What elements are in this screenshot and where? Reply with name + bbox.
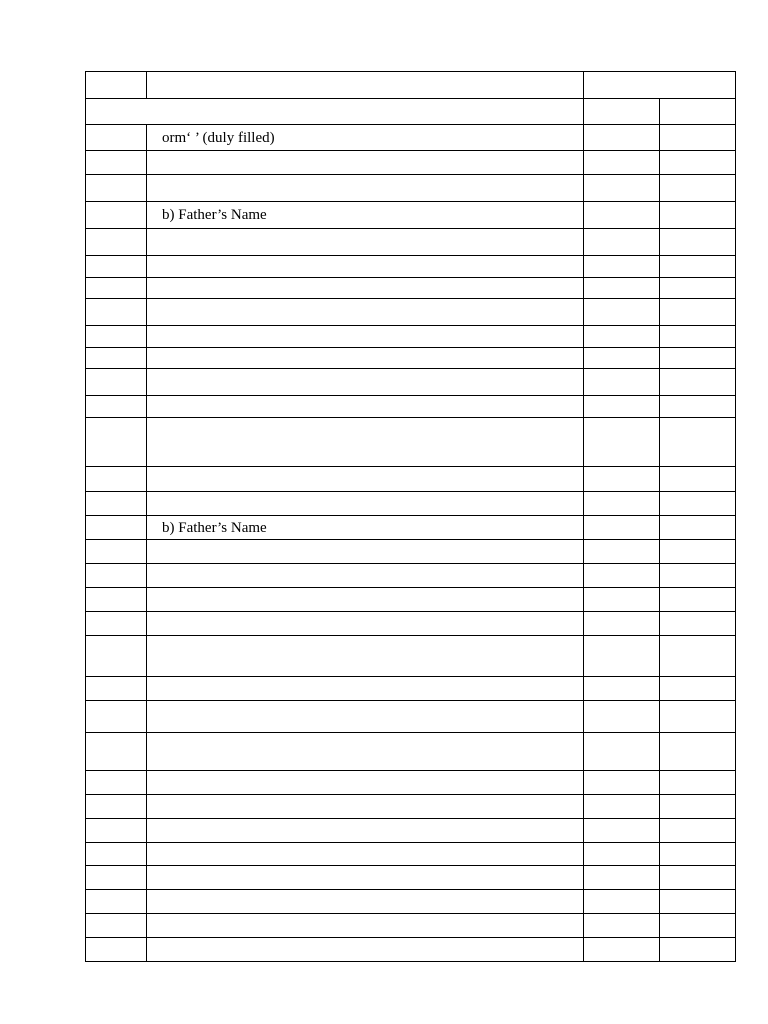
- yes-cell[interactable]: [584, 348, 660, 369]
- table-row: [86, 202, 736, 229]
- desc-cell[interactable]: [147, 588, 584, 612]
- desc-cell[interactable]: [147, 914, 584, 938]
- sno-cell: [86, 396, 147, 418]
- yes-cell[interactable]: [584, 914, 660, 938]
- yes-cell[interactable]: [584, 151, 660, 175]
- desc-cell[interactable]: [147, 866, 584, 890]
- no-cell[interactable]: [660, 467, 736, 492]
- yes-cell[interactable]: [584, 771, 660, 795]
- table-row: [86, 299, 736, 326]
- yes-cell[interactable]: [584, 418, 660, 467]
- yes-cell[interactable]: [584, 326, 660, 348]
- table-row: [86, 938, 736, 962]
- sno-cell: [86, 938, 147, 962]
- sno-cell: [86, 418, 147, 467]
- desc-cell[interactable]: [147, 677, 584, 701]
- sno-cell: [86, 866, 147, 890]
- table-row: [86, 890, 736, 914]
- yes-cell[interactable]: [584, 677, 660, 701]
- no-cell[interactable]: [660, 278, 736, 299]
- no-cell[interactable]: [660, 914, 736, 938]
- sno-cell: [86, 890, 147, 914]
- sno-cell: [86, 256, 147, 278]
- yes-cell[interactable]: [584, 516, 660, 540]
- no-cell[interactable]: [660, 299, 736, 326]
- no-cell[interactable]: [660, 540, 736, 564]
- no-cell[interactable]: [660, 229, 736, 256]
- sno-cell: [86, 326, 147, 348]
- desc-cell[interactable]: [147, 612, 584, 636]
- table-row: [86, 492, 736, 516]
- sno-cell: [86, 229, 147, 256]
- desc-cell[interactable]: [147, 256, 584, 278]
- no-cell[interactable]: [660, 326, 736, 348]
- no-cell[interactable]: [660, 701, 736, 733]
- no-cell[interactable]: [660, 175, 736, 202]
- table-row: [86, 418, 736, 467]
- sno-cell: [86, 467, 147, 492]
- yes-cell[interactable]: [584, 612, 660, 636]
- table-row: [86, 151, 736, 175]
- no-cell[interactable]: [660, 588, 736, 612]
- sno-cell: [86, 151, 147, 175]
- desc-cell[interactable]: [147, 278, 584, 299]
- sno-cell: [86, 369, 147, 396]
- table-row: [86, 819, 736, 843]
- desc-cell[interactable]: [147, 516, 584, 540]
- sno-cell: [86, 516, 147, 540]
- desc-cell[interactable]: [147, 733, 584, 771]
- table-row: [86, 564, 736, 588]
- table-row: [86, 795, 736, 819]
- sno-cell: [86, 202, 147, 229]
- desc-cell[interactable]: [147, 771, 584, 795]
- yes-cell[interactable]: [584, 175, 660, 202]
- yes-cell[interactable]: [584, 866, 660, 890]
- desc-cell[interactable]: [147, 348, 584, 369]
- table-row: [86, 369, 736, 396]
- no-cell[interactable]: [660, 795, 736, 819]
- sno-cell: [86, 540, 147, 564]
- yes-cell[interactable]: [584, 396, 660, 418]
- yes-cell[interactable]: [584, 588, 660, 612]
- yes-cell[interactable]: [584, 256, 660, 278]
- no-cell[interactable]: [660, 938, 736, 962]
- sno-cell: [86, 795, 147, 819]
- no-cell[interactable]: [660, 418, 736, 467]
- desc-cell[interactable]: [147, 326, 584, 348]
- no-cell[interactable]: [660, 771, 736, 795]
- yes-cell[interactable]: [584, 369, 660, 396]
- table-row: [86, 771, 736, 795]
- desc-cell[interactable]: [147, 795, 584, 819]
- desc-cell[interactable]: [147, 151, 584, 175]
- remarks-header-cell: [584, 72, 736, 99]
- yes-cell[interactable]: [584, 492, 660, 516]
- yes-cell[interactable]: [584, 278, 660, 299]
- table-row: [86, 701, 736, 733]
- yes-cell[interactable]: [584, 202, 660, 229]
- table-row: [86, 866, 736, 890]
- yes-cell[interactable]: [584, 229, 660, 256]
- no-cell[interactable]: [660, 866, 736, 890]
- yes-cell[interactable]: [584, 938, 660, 962]
- table-row: [86, 540, 736, 564]
- no-cell[interactable]: [660, 348, 736, 369]
- desc-cell[interactable]: [147, 175, 584, 202]
- table-row: [86, 516, 736, 540]
- table-row: [86, 843, 736, 866]
- desc-cell[interactable]: [147, 299, 584, 326]
- yes-cell[interactable]: [584, 540, 660, 564]
- form-table: [85, 71, 736, 962]
- desc-cell[interactable]: [147, 418, 584, 467]
- sno-cell: [86, 914, 147, 938]
- sno-cell: [86, 278, 147, 299]
- desc-cell[interactable]: [147, 819, 584, 843]
- yes-cell[interactable]: [584, 890, 660, 914]
- no-cell[interactable]: [660, 396, 736, 418]
- header-row-1: [86, 72, 736, 99]
- sno-cell: [86, 819, 147, 843]
- no-cell[interactable]: [660, 516, 736, 540]
- no-cell[interactable]: [660, 151, 736, 175]
- table-row: [86, 125, 736, 151]
- sno-cell: [86, 588, 147, 612]
- table-row: [86, 733, 736, 771]
- desc-cell[interactable]: [147, 636, 584, 677]
- table-row: [86, 229, 736, 256]
- yes-cell[interactable]: [584, 467, 660, 492]
- no-cell[interactable]: [660, 890, 736, 914]
- table-row: [86, 467, 736, 492]
- yes-cell[interactable]: [584, 125, 660, 151]
- no-cell[interactable]: [660, 819, 736, 843]
- table-row: [86, 256, 736, 278]
- particulars-header-cell: [147, 72, 584, 99]
- row-label: orm‘ ’ (duly filled): [162, 129, 275, 146]
- sno-cell: [86, 175, 147, 202]
- table-row: [86, 278, 736, 299]
- no-cell[interactable]: [660, 636, 736, 677]
- table-row: [86, 326, 736, 348]
- desc-cell[interactable]: [147, 843, 584, 866]
- no-cell[interactable]: [660, 125, 736, 151]
- desc-cell[interactable]: [147, 467, 584, 492]
- no-cell[interactable]: [660, 256, 736, 278]
- header-row-2: [86, 99, 736, 125]
- subheader-col-b: [660, 99, 736, 125]
- yes-cell[interactable]: [584, 795, 660, 819]
- table-row: [86, 636, 736, 677]
- yes-cell[interactable]: [584, 299, 660, 326]
- desc-cell[interactable]: [147, 890, 584, 914]
- desc-cell[interactable]: [147, 492, 584, 516]
- subheader-merged-cell: [86, 99, 584, 125]
- no-cell[interactable]: [660, 733, 736, 771]
- yes-cell[interactable]: [584, 636, 660, 677]
- yes-cell[interactable]: [584, 733, 660, 771]
- sno-cell: [86, 677, 147, 701]
- sno-header-cell: [86, 72, 147, 99]
- subheader-col-a: [584, 99, 660, 125]
- sno-cell: [86, 564, 147, 588]
- table-row: [86, 396, 736, 418]
- no-cell[interactable]: [660, 612, 736, 636]
- table-row: [86, 348, 736, 369]
- no-cell[interactable]: [660, 677, 736, 701]
- sno-cell: [86, 299, 147, 326]
- sno-cell: [86, 701, 147, 733]
- no-cell[interactable]: [660, 369, 736, 396]
- row-label: b) Father’s Name: [162, 207, 267, 223]
- desc-cell[interactable]: [147, 396, 584, 418]
- desc-cell[interactable]: [147, 938, 584, 962]
- sno-cell: [86, 125, 147, 151]
- table-row: [86, 612, 736, 636]
- no-cell[interactable]: [660, 492, 736, 516]
- table-row: [86, 914, 736, 938]
- sno-cell: [86, 492, 147, 516]
- table-row: [86, 588, 736, 612]
- desc-cell[interactable]: [147, 701, 584, 733]
- yes-cell[interactable]: [584, 564, 660, 588]
- desc-cell[interactable]: [147, 229, 584, 256]
- desc-cell[interactable]: [147, 202, 584, 229]
- sno-cell: [86, 733, 147, 771]
- no-cell[interactable]: [660, 843, 736, 866]
- yes-cell[interactable]: [584, 701, 660, 733]
- table-row: [86, 175, 736, 202]
- desc-cell[interactable]: [147, 369, 584, 396]
- sno-cell: [86, 636, 147, 677]
- yes-cell[interactable]: [584, 819, 660, 843]
- no-cell[interactable]: [660, 202, 736, 229]
- yes-cell[interactable]: [584, 843, 660, 866]
- desc-cell[interactable]: [147, 540, 584, 564]
- sno-cell: [86, 612, 147, 636]
- sno-cell: [86, 843, 147, 866]
- desc-cell[interactable]: [147, 125, 584, 151]
- no-cell[interactable]: [660, 564, 736, 588]
- sno-cell: [86, 771, 147, 795]
- table-row: [86, 677, 736, 701]
- sno-cell: [86, 348, 147, 369]
- row-label: b) Father’s Name: [162, 519, 267, 536]
- desc-cell[interactable]: [147, 564, 584, 588]
